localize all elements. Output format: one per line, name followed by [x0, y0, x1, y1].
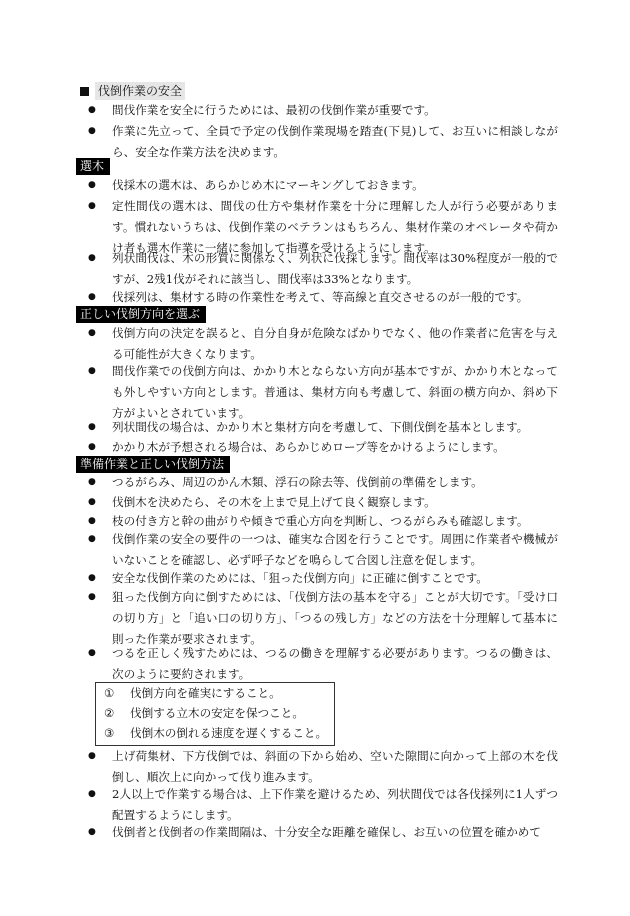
- list-item: ● 狙った伐倒方向に倒すためには、「伐倒方法の基本を守る」ことが大切です。「受け口の切り方」と「追い口の切り方」、「つるの残し方」などの方法を十分理解して基本に則った作業が要求されます。: [88, 587, 558, 650]
- list-item: ● 伐倒木を決めたら、その木を上まで見上げて良く観察します。: [88, 492, 558, 513]
- section-title-direction: 正しい伐倒方向を選ぶ: [76, 306, 206, 323]
- main-heading-text: 伐倒作業の安全: [95, 82, 185, 100]
- bullet-icon: ●: [88, 442, 96, 452]
- section-title-preparation: 準備作業と正しい伐倒方法: [76, 456, 230, 473]
- bullet-icon: ●: [88, 328, 96, 338]
- list-item: ● 枝の付き方と幹の曲がりや傾きで重心方向を判断し、つるがらみも確認します。: [88, 511, 558, 532]
- intro-item: ● 作業に先立って、全員で予定の伐倒作業現場を踏査(下見)して、お互いに相談しながら、安全な作業方法を決めます。: [88, 121, 558, 163]
- bullet-icon: ●: [88, 253, 96, 263]
- bullet-icon: ●: [88, 201, 96, 211]
- bullet-icon: ●: [88, 751, 96, 761]
- list-item: ● 上げ荷集材、下方伐倒では、斜面の下から始め、空いた隙間に向かって上部の木を伐倒し、順次上に向かって伐り進みます。: [88, 746, 558, 788]
- bullet-icon: ●: [88, 648, 96, 658]
- bullet-icon: ●: [88, 126, 96, 136]
- bullet-icon: ●: [88, 789, 96, 799]
- list-item: ● 伐倒作業の安全の要件の一つは、確実な合図を行うことです。周囲に作業者や機械がいないことを確認し、必ず呼子などを鳴らして合図し注意を促します。: [88, 529, 558, 571]
- bullet-icon: ●: [88, 827, 96, 837]
- bullet-icon: ●: [88, 292, 96, 302]
- bullet-icon: ●: [88, 105, 96, 115]
- bullet-icon: ●: [88, 422, 96, 432]
- square-bullet-icon: [80, 87, 89, 96]
- bullet-icon: ●: [88, 573, 96, 583]
- list-item: ● つるを正しく残すためには、つるの働きを理解する必要があります。つるの働きは、次のように要約されます。: [88, 643, 558, 685]
- list-item: ● 安全な伐倒作業のためには、「狙った伐倒方向」に正確に倒すことです。: [88, 568, 558, 589]
- box-row: ③ 伐倒木の倒れる速度を遅くすること。: [104, 726, 328, 740]
- list-item: ● 伐倒者と伐倒者の作業間隔は、十分安全な距離を確保し、お互いの位置を確かめて: [88, 822, 558, 843]
- bullet-icon: ●: [88, 516, 96, 526]
- list-item: ● つるがらみ、周辺のかん木類、浮石の除去等、伐倒前の準備をします。: [88, 472, 558, 493]
- list-item: ● 列状間伐の場合は、かかり木と集材方向を考慮して、下側伐倒を基本とします。: [88, 417, 558, 438]
- list-item: ● 伐採列は、集材する時の作業性を考えて、等高線と直交させるのが一般的です。: [88, 287, 558, 308]
- list-item: ● 定性間伐の選木は、間伐の仕方や集材作業を十分に理解した人が行う必要があります。慣れないうちは、伐倒作業のベテランはもちろん、集材作業のオペレータや荷かけ者も選木作業に一緒に参加して指導を受けるようにします。: [88, 196, 558, 259]
- bullet-icon: ●: [88, 366, 96, 376]
- box-row: ② 伐倒する立木の安定を保つこと。: [104, 706, 304, 720]
- bullet-icon: ●: [88, 497, 96, 507]
- bullet-icon: ●: [88, 592, 96, 602]
- intro-item: ● 間伐作業を安全に行うためには、最初の伐倒作業が重要です。: [88, 100, 558, 121]
- list-item: ● 伐倒方向の決定を誤ると、自分自身が危険なばかりでなく、他の作業者に危害を与える可能性が大きくなります。: [88, 323, 558, 365]
- main-heading: [80, 82, 185, 100]
- list-item: ● かかり木が予想される場合は、あらかじめロープ等をかけるようにします。: [88, 437, 558, 458]
- summary-box: [95, 682, 335, 746]
- bullet-icon: ●: [88, 180, 96, 190]
- box-row: ① 伐倒方向を確実にすること。: [104, 686, 281, 700]
- list-item: ● 2人以上で作業する場合は、上下作業を避けるため、列状間伐では各伐採列に1人ずつ配置するようにします。: [88, 784, 558, 826]
- section-title-selection: 選木: [76, 158, 110, 175]
- bullet-icon: ●: [88, 534, 96, 544]
- list-item: ● 伐採木の選木は、あらかじめ木にマーキングしておきます。: [88, 175, 558, 196]
- bullet-icon: ●: [88, 477, 96, 487]
- list-item: ● 列状間伐は、木の形質に関係なく、列状に伐採します。間伐率は30%程度が一般的ですが、2残1伐がそれに該当し、間伐率は33%となります。: [88, 248, 558, 290]
- list-item: ● 間伐作業での伐倒方向は、かかり木とならない方向が基本ですが、かかり木となっても外しやすい方向とします。普通は、集材方向も考慮して、斜面の横方向か、斜め下方がよいとされています。: [88, 361, 558, 424]
